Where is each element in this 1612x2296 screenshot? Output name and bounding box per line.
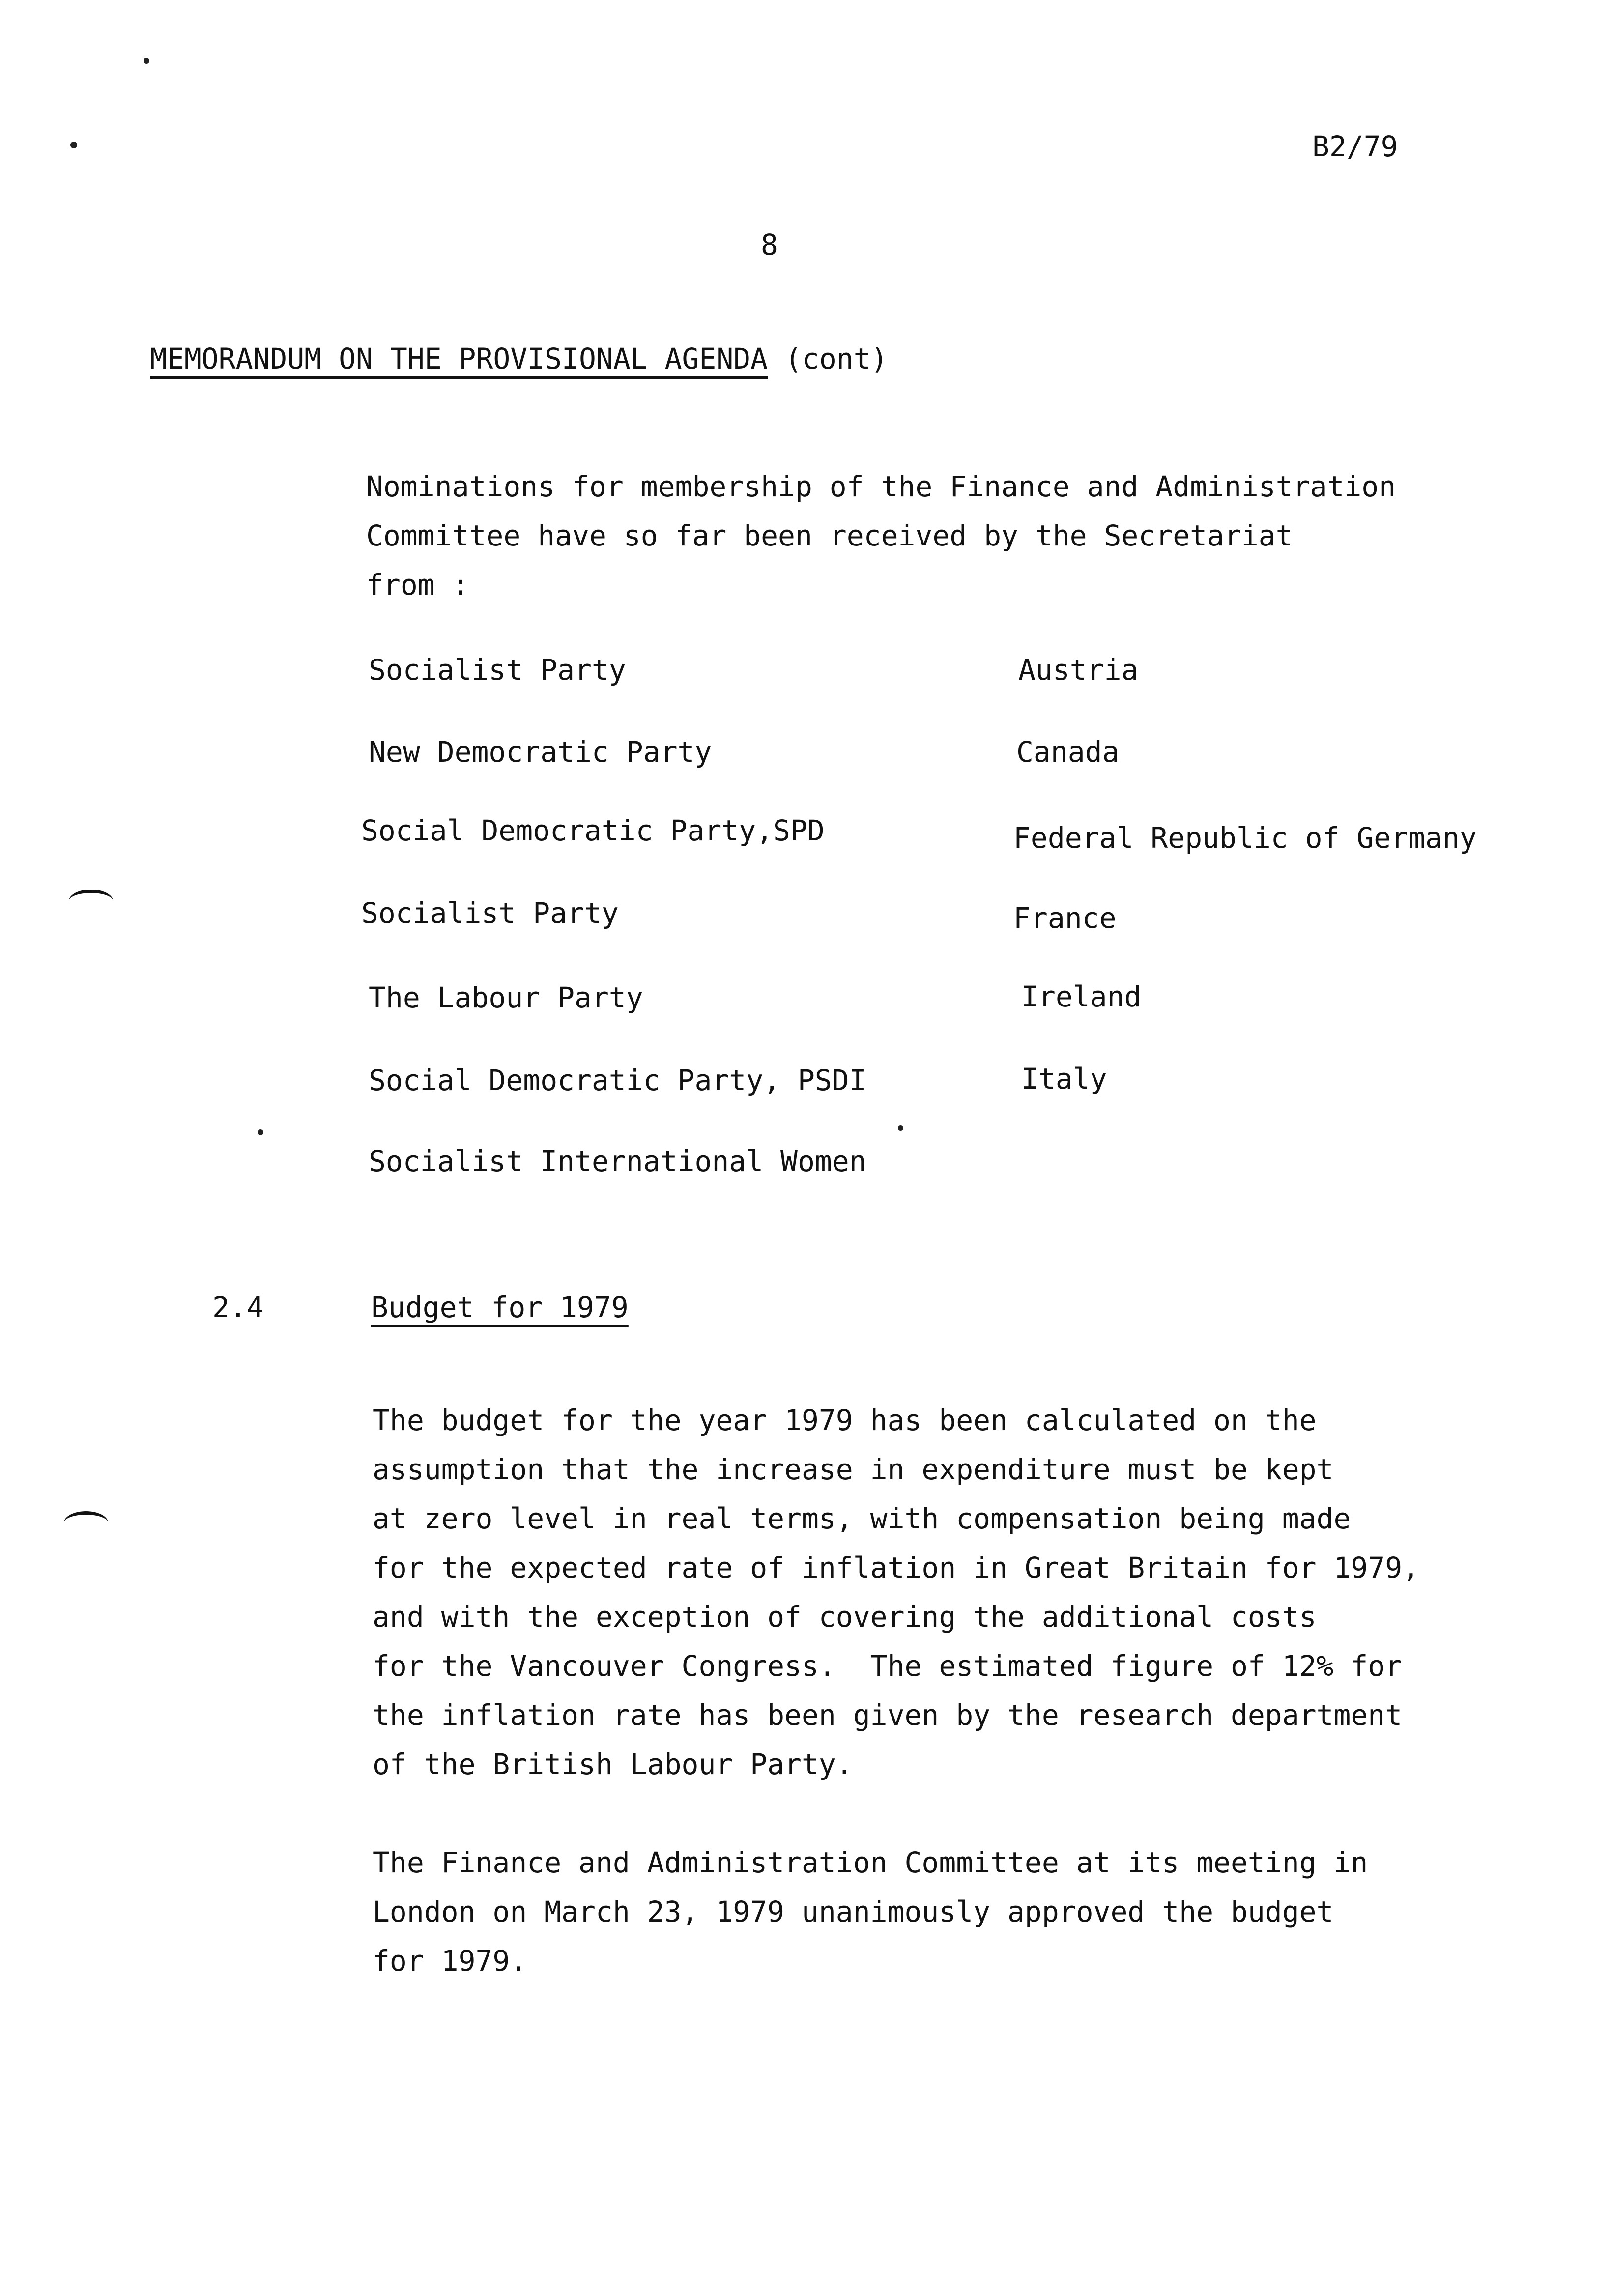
document-reference: B2/79 (1312, 130, 1398, 163)
country-name: Federal Republic of Germany (1013, 821, 1477, 855)
party-name: New Democratic Party (369, 735, 712, 769)
paragraph-line: for the expected rate of inflation in Great Britain for 1979, (373, 1551, 1420, 1584)
country-name: Austria (1018, 653, 1139, 687)
page-number: 8 (761, 228, 778, 261)
paragraph-line: The Finance and Administration Committee at its meeting in (373, 1846, 1368, 1879)
paragraph-line: the inflation rate has been given by the research department (373, 1698, 1403, 1732)
party-name: Socialist International Women (369, 1145, 866, 1178)
party-name: Social Democratic Party, PSDI (369, 1063, 866, 1097)
section-title-main: MEMORANDUM ON THE PROVISIONAL AGENDA (150, 342, 768, 375)
punch-hole-mark (64, 1511, 108, 1534)
punch-hole-mark (69, 890, 113, 913)
nominations-intro (366, 462, 1396, 609)
nominations-intro-line: Nominations for membership of the Finance and Administration (366, 470, 1396, 503)
budget-heading: Budget for 1979 (371, 1291, 629, 1324)
scan-speck (70, 142, 77, 148)
scan-speck (144, 58, 149, 64)
section-title (150, 334, 888, 383)
section-title-suffix: (cont) (768, 342, 888, 375)
paragraph-line: London on March 23, 1979 unanimously approved the budget (373, 1895, 1334, 1928)
country-name: France (1013, 901, 1117, 935)
paragraph-line: assumption that the increase in expenditure must be kept (373, 1453, 1334, 1486)
budget-paragraph-2 (373, 1838, 1368, 1985)
paragraph-line: for the Vancouver Congress. The estimated figure of 12% for (373, 1649, 1403, 1683)
paragraph-line: of the British Labour Party. (373, 1748, 853, 1781)
paragraph-line: at zero level in real terms, with compensation being made (373, 1502, 1351, 1535)
budget-paragraph-1 (373, 1396, 1419, 1789)
country-name: Canada (1016, 735, 1120, 769)
party-name: Socialist Party (369, 653, 626, 687)
country-name: Ireland (1021, 980, 1142, 1013)
party-name: The Labour Party (369, 981, 643, 1014)
scan-speck (258, 1129, 263, 1135)
party-name: Social Democratic Party,SPD (361, 814, 825, 847)
country-name: Italy (1021, 1062, 1107, 1095)
paragraph-line: The budget for the year 1979 has been calculated on the (373, 1404, 1317, 1437)
nominations-intro-line: Committee have so far been received by the Secretariat (366, 519, 1293, 552)
section-number: 2.4 (212, 1291, 264, 1324)
nominations-intro-line: from : (366, 568, 469, 602)
paragraph-line: for 1979. (373, 1944, 527, 1978)
scan-speck (898, 1125, 903, 1131)
party-name: Socialist Party (361, 896, 619, 930)
paragraph-line: and with the exception of covering the additional costs (373, 1600, 1317, 1634)
